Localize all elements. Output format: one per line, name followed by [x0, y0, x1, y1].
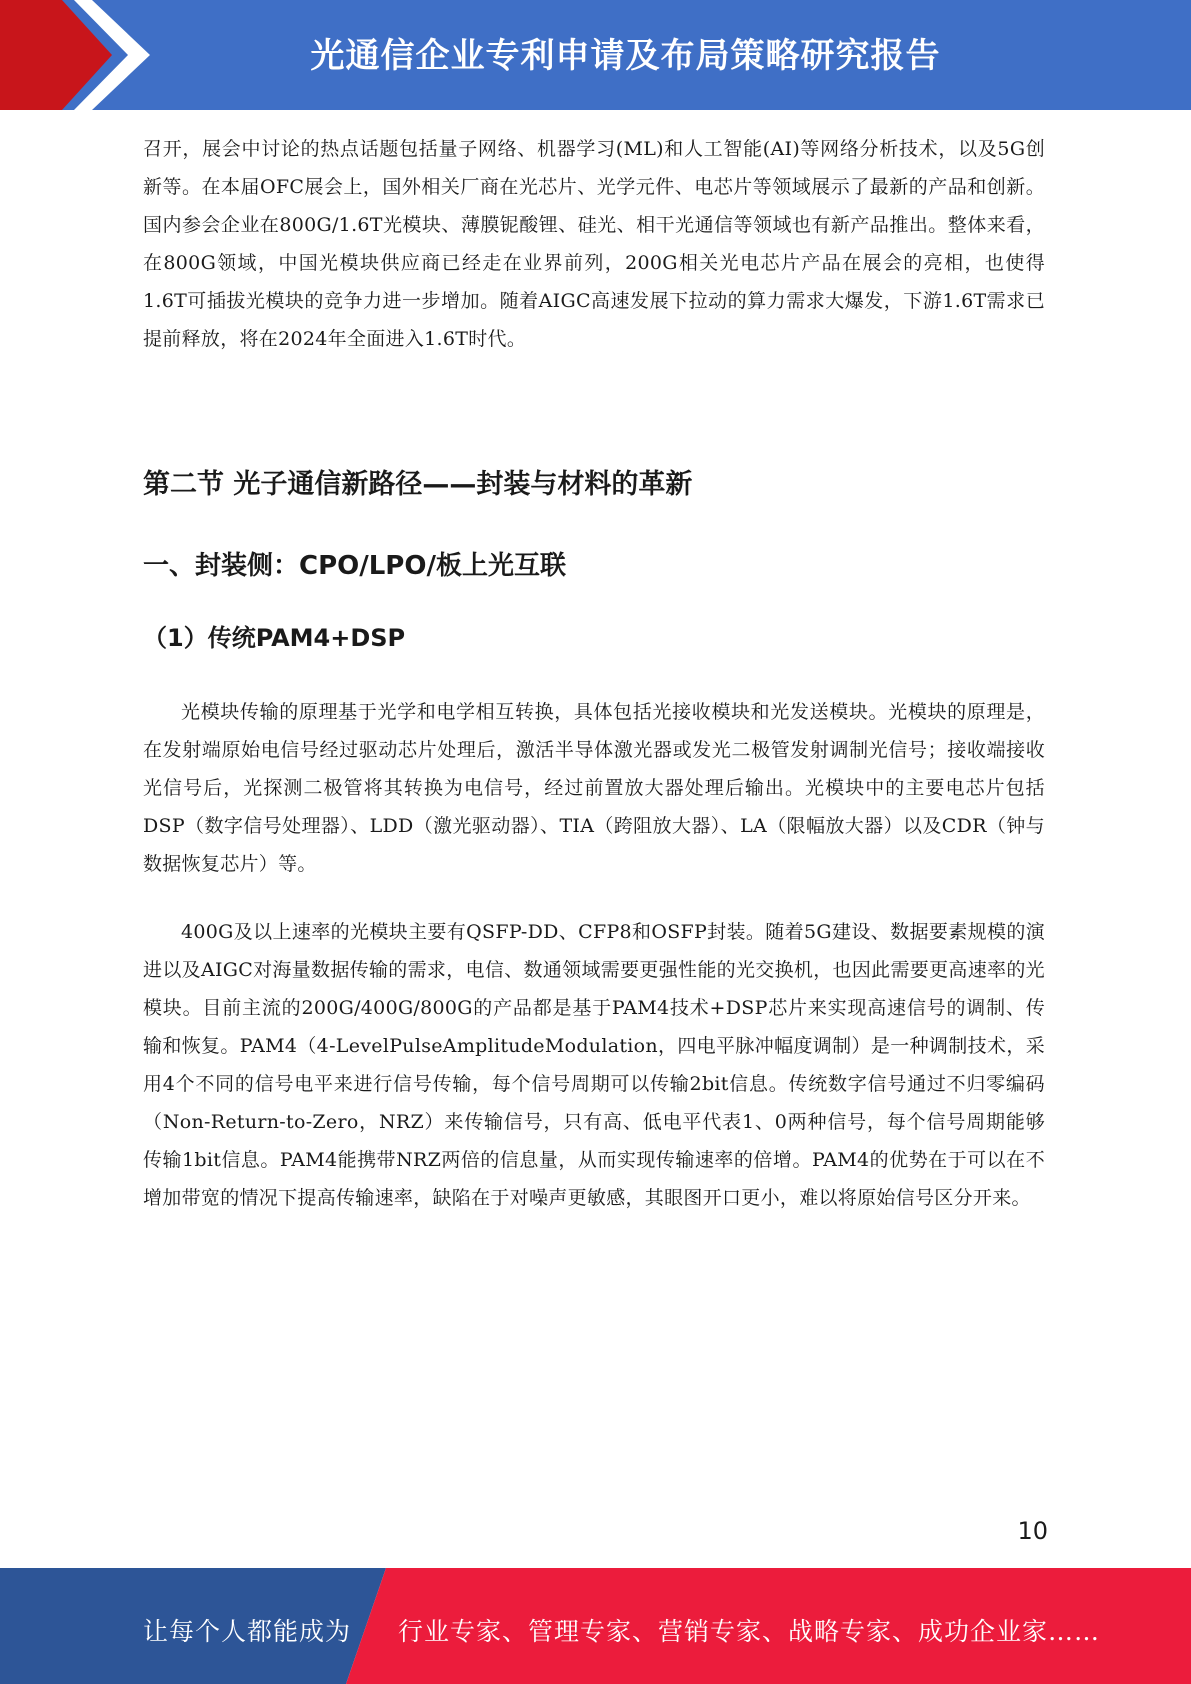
- page-header-banner: [0, 0, 1191, 110]
- page-number: 10: [1017, 1517, 1048, 1545]
- footer-slogan-left: 让每个人都能成为: [143, 1617, 352, 1646]
- section-title: 第二节 光子通信新路径——封装与材料的革新: [143, 469, 693, 500]
- heading-level-2: （1）传统PAM4+DSP: [143, 624, 406, 652]
- paragraph-body: 光模块传输的原理基于光学和电学相互转换，具体包括光接收模块和光发送模块。光模块的原理是，在发射端原始电信号经过驱动芯片处理后，激活半导体激光器或发光二极管发射调制光信号；接收端接收光信号后，光探测二极管将其转换为电信号，经过前置放大器处理后输出。光模块中的主要电芯片包括DSP（数字信号处理器）、LDD（激光驱动器）、TIA（跨阻放大器）、LA（限幅放大器）以及CDR（钟与数据恢复芯片）等。: [143, 701, 1045, 875]
- paragraph-intro: 召开，展会中讨论的热点话题包括量子网络、机器学习(ML)和人工智能(AI)等网络分析技术，以及5G创新等。在本届OFC展会上，国外相关厂商在光芯片、光学元件、电芯片等领域展示了最新的产品和创新。国内参会企业在800G/1.6T光模块、薄膜铌酸锂、硅光、相干光通信等领域也有新产品推出。整体来看，在800G领域，中国光模块供应商已经走在业界前列，200G相关光电芯片产品在展会的亮相，也使得1.6T可插拔光模块的竞争力进一步增加。随着AIGC高速发展下拉动的算力需求大爆发，下游1.6T需求已提前释放，将在2024年全面进入1.6T时代。: [143, 138, 1045, 350]
- page-footer-banner: [0, 1568, 1191, 1684]
- footer-slogan-right: 行业专家、管理专家、营销专家、战略专家、成功企业家……: [398, 1617, 1101, 1646]
- paragraph-body: 400G及以上速率的光模块主要有QSFP-DD、CFP8和OSFP封装。随着5G建设、数据要素规模的演进以及AIGC对海量数据传输的需求，电信、数通领域需要更强性能的光交换机，也因此需要更高速率的光模块。目前主流的200G/400G/800G的产品都是基于PAM4技术+DSP芯片来实现高速信号的调制、传输和恢复。PAM4（4-LevelPulseAmplitudeModulation，四电平脉冲幅度调制）是一种调制技术，采用4个不同的信号电平来进行信号传输，每个信号周期可以传输2bit信息。传统数字信号通过不归零编码（Non-Return-to-Zero，NRZ）来传输信号，只有高、低电平代表1、0两种信号，每个信号周期能够传输1bit信息。PAM4能携带NRZ两倍的信息量，从而实现传输速率的倍增。PAM4的优势在于可以在不增加带宽的情况下提高传输速率，缺陷在于对噪声更敏感，其眼图开口更小，难以将原始信号区分开来。: [143, 921, 1045, 1209]
- header-chevron-icon: [0, 0, 170, 110]
- page-content: [143, 130, 1045, 1217]
- document-title: 光通信企业专利申请及布局策略研究报告: [310, 36, 941, 76]
- heading-level-1: 一、封装侧：CPO/LPO/板上光互联: [143, 551, 566, 581]
